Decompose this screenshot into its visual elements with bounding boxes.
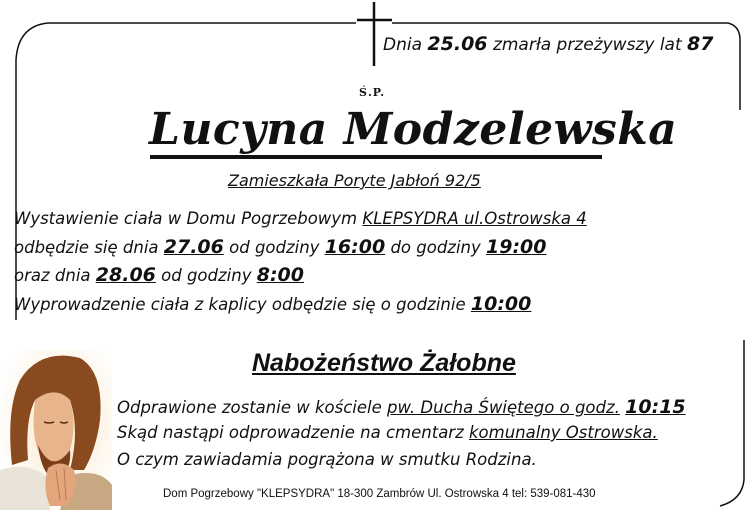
jesus-portrait-image xyxy=(0,350,112,510)
sp-label: Ś.P. xyxy=(359,86,386,99)
header-middle: zmarła przeżywszy lat xyxy=(492,35,682,55)
footer-contact: Dom Pogrzebowy "KLEPSYDRA" 18-300 Zambrów Ul. Ostrowska 4 tel: 539-081-430 xyxy=(163,488,596,500)
death-notice-header xyxy=(383,33,714,55)
header-prefix: Dnia xyxy=(383,35,423,55)
viewing-line-3: oraz dnia 28.06 od godziny 8:00 xyxy=(14,264,304,286)
viewing-line-4: Wyprowadzenie ciała z kaplicy odbędzie się o godzinie 10:00 xyxy=(14,293,532,315)
viewing-date-2: 28.06 xyxy=(95,264,156,286)
death-date: 25.06 xyxy=(427,33,488,55)
address: Zamieszkała Poryte Jabłoń 92/5 xyxy=(228,171,481,190)
service-line-2: Skąd nastąpi odprowadzenie na cmentarz komunalny Ostrowska. xyxy=(117,423,658,442)
service-time: 10:15 xyxy=(625,396,686,418)
deceased-name: Lucyna Modzelewska xyxy=(149,104,678,155)
cemetery-name: komunalny Ostrowska. xyxy=(469,423,658,442)
service-line-1: Odprawione zostanie w kościele pw. Ducha Świętego o godz. 10:15 xyxy=(117,396,686,418)
service-line-3: O czym zawiadamia pogrążona w smutku Rodzina. xyxy=(117,450,537,469)
viewing-time-from: 16:00 xyxy=(324,236,386,258)
age: 87 xyxy=(687,33,714,55)
viewing-date-1: 27.06 xyxy=(163,236,224,258)
viewing-time-2: 8:00 xyxy=(256,264,304,286)
service-title: Nabożeństwo Żałobne xyxy=(252,349,516,377)
church-name: pw. Ducha Świętego o godz. xyxy=(387,398,620,417)
name-underline xyxy=(150,155,602,159)
funeral-home-name: KLEPSYDRA ul.Ostrowska 4 xyxy=(362,209,587,228)
viewing-line-2: odbędzie się dnia 27.06 od godziny 16:00 do godziny 19:00 xyxy=(14,236,547,258)
departure-time: 10:00 xyxy=(470,293,532,315)
viewing-time-to: 19:00 xyxy=(486,236,547,258)
viewing-line-1: Wystawienie ciała w Domu Pogrzebowym KLEPSYDRA ul.Ostrowska 4 xyxy=(14,209,587,228)
